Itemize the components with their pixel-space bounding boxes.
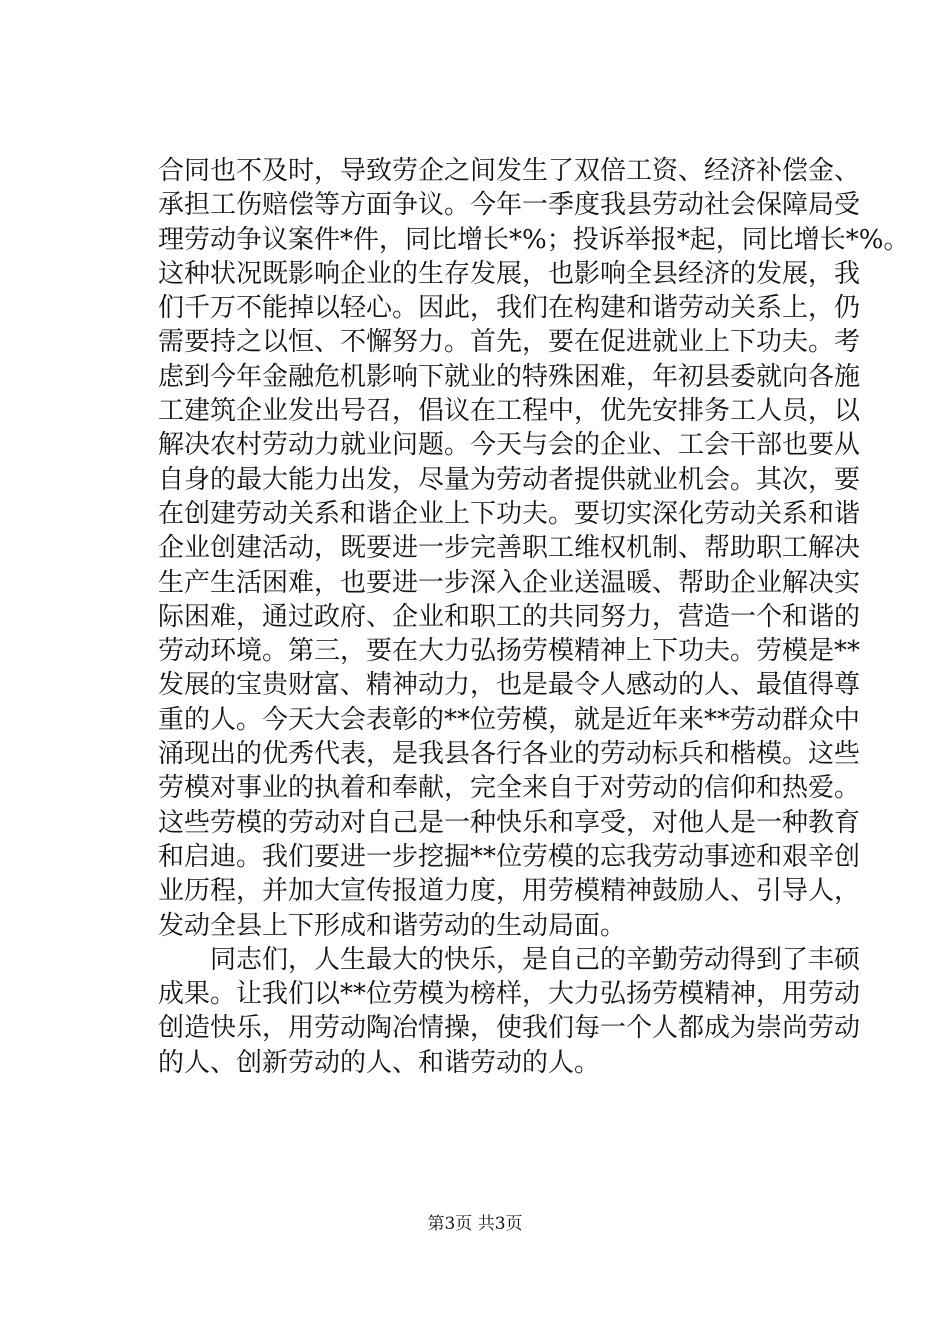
text-line: 劳模对事业的执着和奉献，完全来自于对劳动的信仰和热爱。 [158,773,861,804]
text-line: 发展的宝贵财富、精神动力，也是最令人感动的人、最值得尊 [158,670,861,701]
text-line: 虑到今年金融危机影响下就业的特殊困难，年初县委就向各施 [158,361,861,392]
text-line: 理劳动争议案件*件，同比增长*%；投诉举报*起，同比增长*%。 [158,224,910,255]
text-line: 的人、创新劳动的人、和谐劳动的人。 [158,1047,601,1078]
text-line: 劳动环境。第三，要在大力弘扬劳模精神上下功夫。劳模是** [158,636,861,667]
text-line: 生产生活困难，也要进一步深入企业送温暖、帮助企业解决实 [158,567,861,598]
page-number-footer: 第3页 共3页 [427,1214,523,1234]
body-text [158,154,910,1080]
text-line: 自身的最大能力出发，尽量为劳动者提供就业机会。其次，要 [158,464,861,495]
text-line: 在创建劳动关系和谐企业上下功夫。要切实深化劳动关系和谐 [158,498,861,529]
text-line: 企业创建活动，既要进一步完善职工维权机制、帮助职工解决 [158,533,861,564]
text-line: 业历程，并加大宣传报道力度，用劳模精神鼓励人、引导人， [158,876,861,907]
text-line: 成果。让我们以**位劳模为榜样，大力弘扬劳模精神，用劳动 [158,979,861,1010]
text-line: 际困难，通过政府、企业和职工的共同努力，营造一个和谐的 [158,601,861,632]
text-line: 承担工伤赔偿等方面争议。今年一季度我县劳动社会保障局受 [158,190,861,221]
paragraph-2 [158,943,861,1080]
text-line: 和启迪。我们要进一步挖掘**位劳模的忘我劳动事迹和艰辛创 [158,841,861,872]
text-line: 工建筑企业发出号召，倡议在工程中，优先安排务工人员，以 [158,396,861,427]
text-line: 合同也不及时，导致劳企之间发生了双倍工资、经济补偿金、 [158,156,861,186]
text-line: 需要持之以恒、不懈努力。首先，要在促进就业上下功夫。考 [158,327,861,358]
text-line: 创造快乐，用劳动陶冶情操，使我们每一个人都成为崇尚劳动 [158,1013,861,1044]
text-line: 涌现出的优秀代表，是我县各行各业的劳动标兵和楷模。这些 [158,739,861,770]
text-line: 发动全县上下形成和谐劳动的生动局面。 [158,910,627,941]
text-line: 重的人。今天大会表彰的**位劳模，就是近年来**劳动群众中 [158,704,861,735]
text-line: 们千万不能掉以轻心。因此，我们在构建和谐劳动关系上，仍 [158,293,861,324]
paragraph-1 [158,154,910,943]
text-line: 同志们，人生最大的快乐，是自己的辛勤劳动得到了丰硕 [210,944,861,975]
text-line: 这些劳模的劳动对自己是一种快乐和享受，对他人是一种教育 [158,807,861,838]
text-line: 解决农村劳动力就业问题。今天与会的企业、工会干部也要从 [158,430,861,461]
text-line: 这种状况既影响企业的生存发展，也影响全县经济的发展，我 [158,258,861,289]
